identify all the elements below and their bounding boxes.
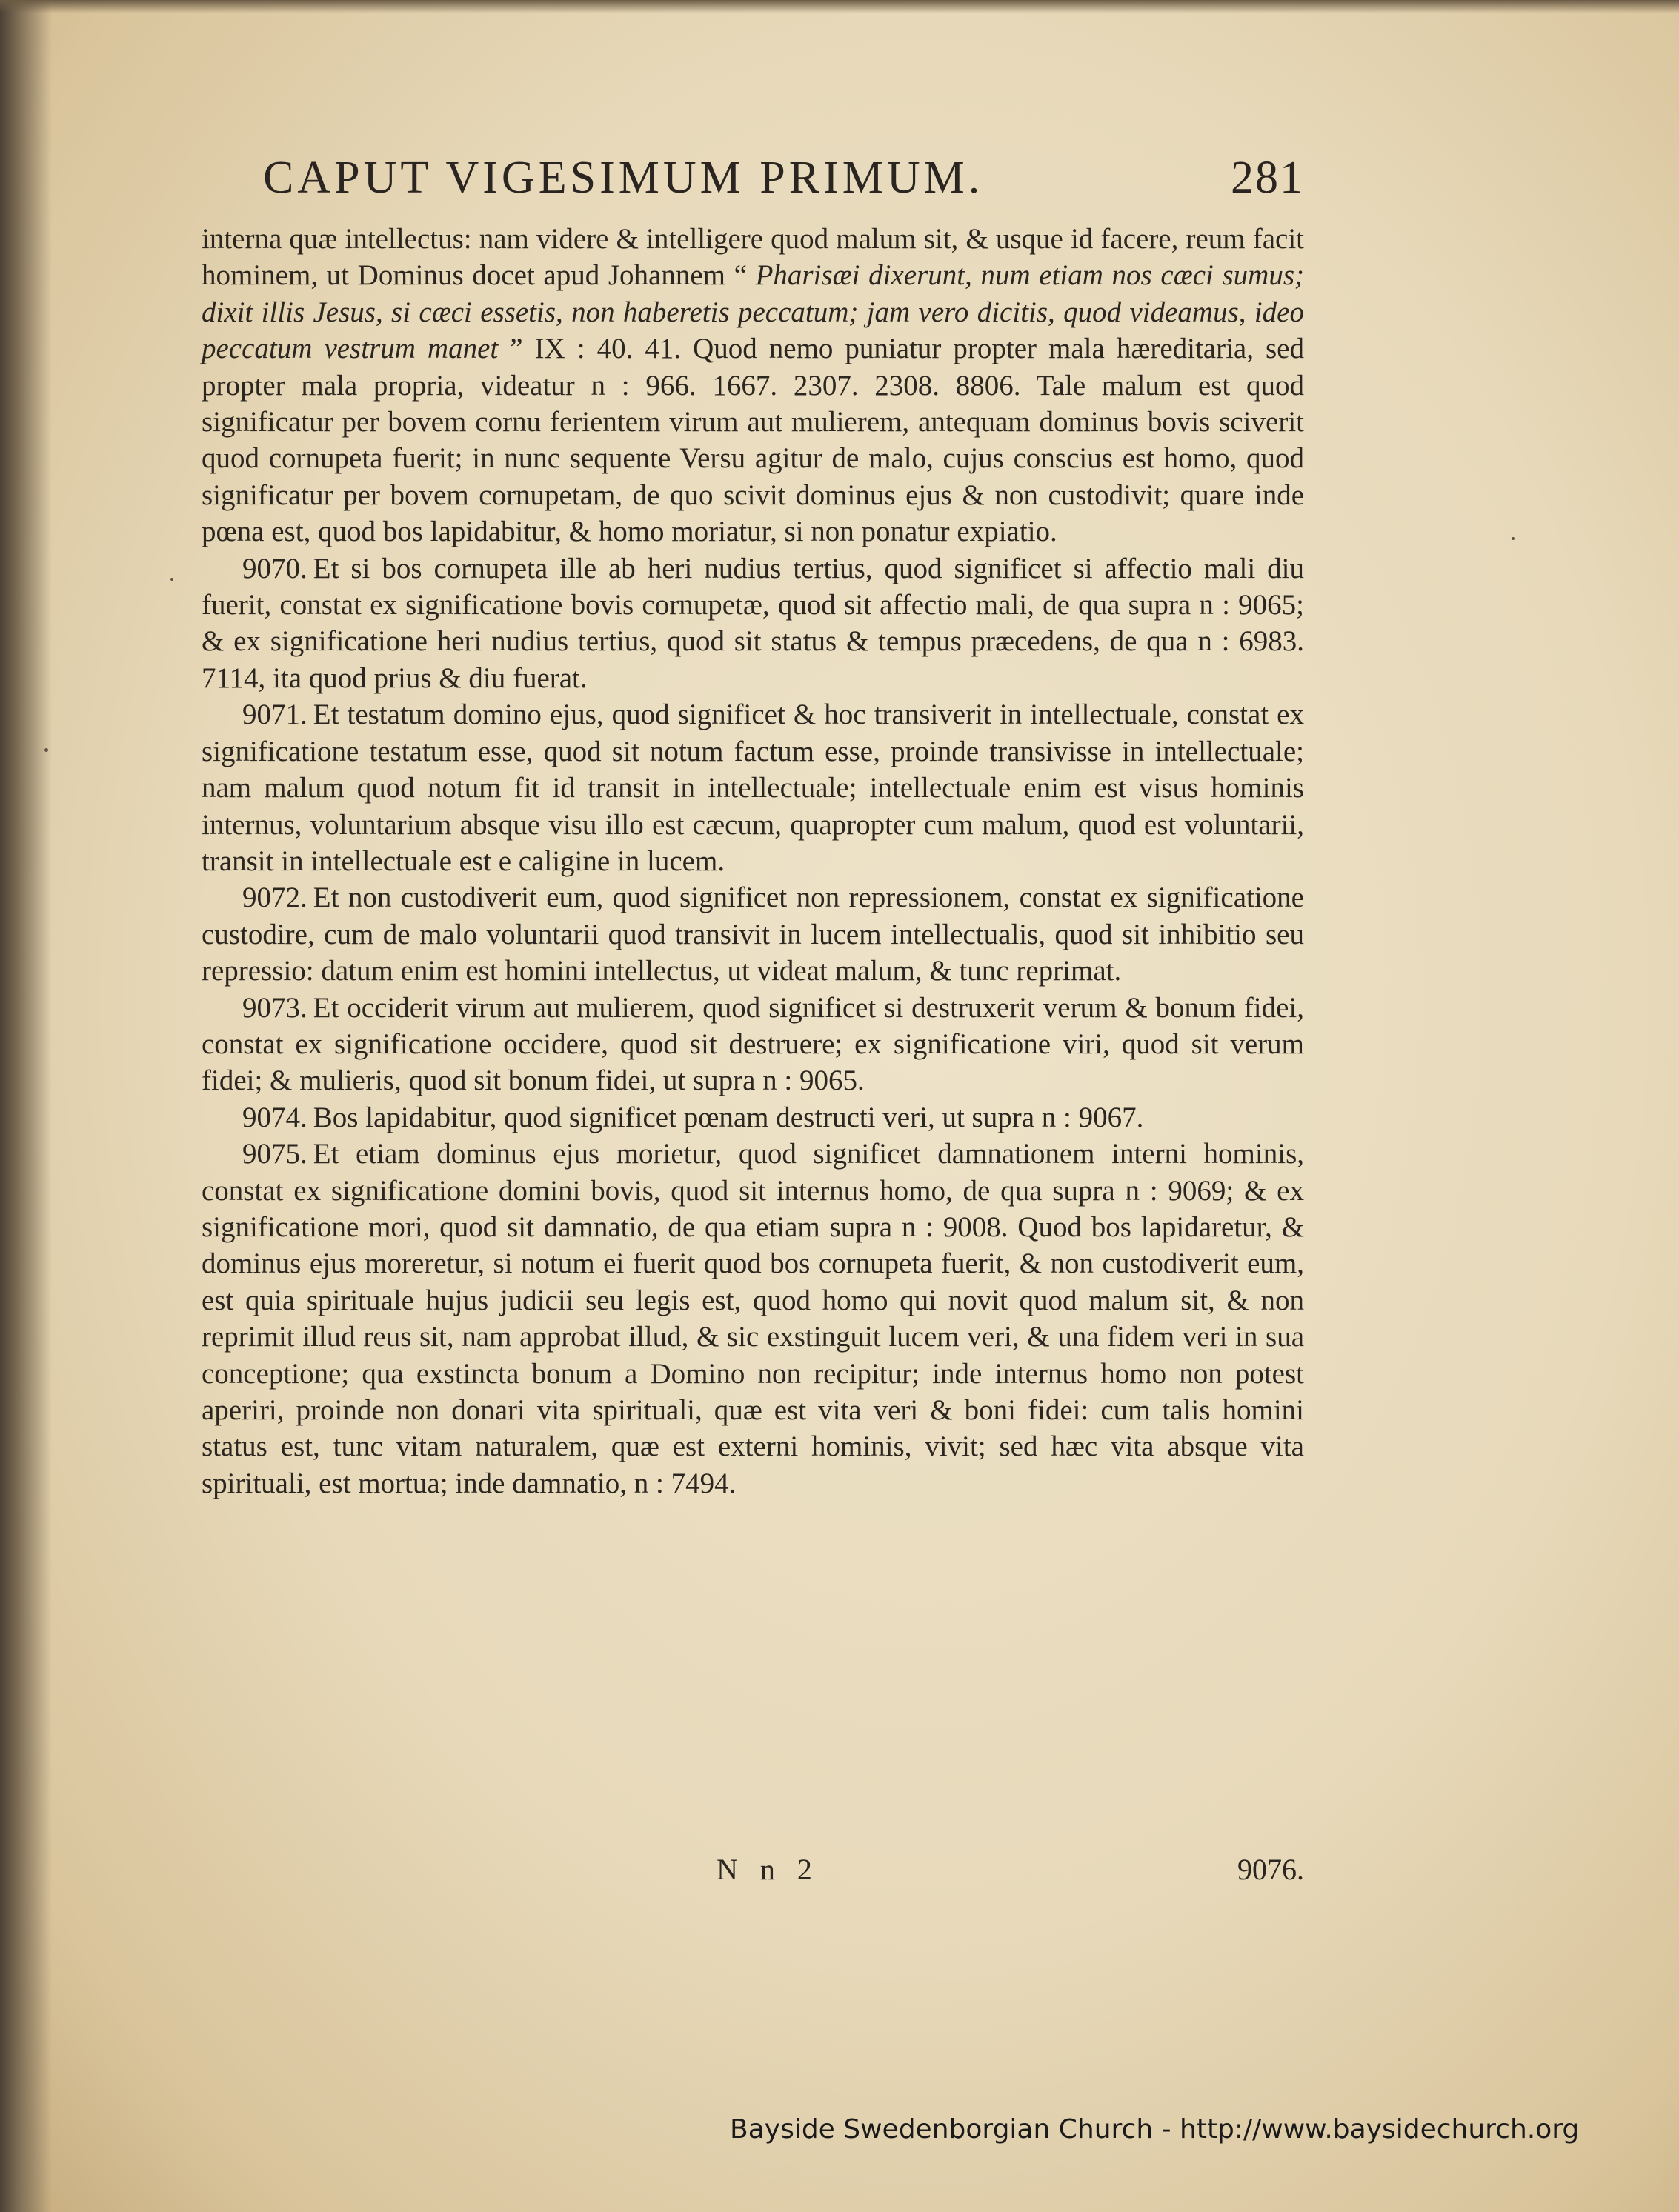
text-run: ” IX : 40. 41. Quod nemo puniatur propter mala hæreditaria, sed propter mala propria, videatur n : 966. 1667. 2307. 2308. 8806. Tale malum est quod significatur per bovem cornu ferientem virum aut mulierem, antequam dominus bovis sciverit quod cornupeta fuerit; in nunc sequente Versu agitur de malo, cujus conscius est homo, quod significatur per bovem cornupetam, de quo scivit dominus ejus & non custodivit; quare inde pœna est, quod bos lapidabitur, & homo moriatur, si non ponatur expiatio. [202,333,1304,548]
paragraph-number: 9072. [242,882,307,914]
paragraph [202,1099,1304,1136]
paper-speck [1512,537,1515,540]
paragraph-number: 9070. [242,552,307,584]
paragraph-number: 9075. [242,1138,307,1170]
paragraph [202,1136,1304,1502]
paragraph [202,550,1304,697]
paragraph [202,696,1304,879]
paper-speck [170,578,173,581]
paragraph-number: 9071. [242,699,307,731]
paragraph [202,879,1304,989]
catchword: 9076. [1237,1853,1304,1886]
text-run: Et testatum domino ejus, quod significet & hoc transiverit in intellectuale, constat ex significatione testatum esse, quod sit notum factum esse, proinde transivisse in intellectuale; nam malum quod notum fit id transit in intellectuale; intellectuale enim est visus hominis internus, voluntarium absque visu illo est cæcum, quapropter cum malum, quod est voluntarii, transit in intellectuale est e caligine in lucem. [202,699,1304,877]
paragraph-number: 9074. [242,1101,307,1133]
scripture-quote: Pharisæi dixerunt, num etiam nos cæci sumus; dixit illis Jesus, si cæci essetis, non haberetis peccatum; jam vero dicitis, quod videamus, ideo peccatum vestrum manet [202,259,1304,365]
text-run: Et etiam dominus ejus morietur, quod significet damnationem interni hominis, constat ex significatione domini bovis, quod sit internus homo, de qua supra n : 9069; & ex significatione mori, quod sit damnatio, de qua etiam supra n : 9008. Quod bos lapidaretur, & dominus ejus moreretur, si notum ei fuerit quod bos cornupeta fuerit, & non custodiverit eum, est quia spirituale hujus judicii seu legis est, quod homo qui novit quod malum sit, & non reprimit illud reus sit, nam approbat illud, & sic exstinguit lucem veri, & una fidem veri in sua conceptione; qua exstincta bonum a Domino non recipitur; inde internus homo non potest aperiri, proinde non donari vita spirituali, quæ est vita veri & boni fidei: cum talis homini status est, tunc vitam naturalem, quæ est externi hominis, vivit; sed hæc vita absque vita spirituali, est mortua; inde damnatio, n : 7494. [202,1138,1304,1499]
paper-speck [44,748,48,752]
text-run: Et non custodiverit eum, quod significet non repressionem, constat ex significatione custodire, cum de malo voluntarii quod transivit in lucem intellectualis, quod sit inhibitio seu repressio: datum enim est homini intellectus, ut videat malum, & tunc reprimat. [202,882,1304,987]
paragraph-number: 9073. [242,991,307,1024]
binding-gutter-shadow [0,0,52,2212]
paragraph [202,990,1304,1099]
running-head [193,152,1304,211]
top-edge-shadow [0,0,1679,13]
page-footer [202,1852,1304,1896]
text-run: Et occiderit virum aut mulierem, quod significet si destruxerit verum & bonum fidei, constat ex significatione occidere, quod sit destruere; ex significatione viri, quod sit verum fidei; & mulieris, quod sit bonum fidei, ut supra n : 9065. [202,991,1304,1097]
text-run: Et si bos cornupeta ille ab heri nudius tertius, quod significet si affectio mali diu fuerit, constat ex significatione bovis cornupetæ, quod sit affectio mali, de qua supra n : 9065; & ex significatione heri nudius tertius, quod sit status & tempus præcedens, de qua n : 6983. 7114, ita quod prius & diu fuerat. [202,552,1304,694]
source-watermark: Bayside Swedenborgian Church - http://www.baysidechurch.org [730,2114,1580,2145]
paragraph [202,221,1304,550]
signature-mark: N n 2 [717,1853,819,1886]
page-number: 281 [1231,153,1304,203]
text-run: interna quæ intellectus: nam videre & intelligere quod malum sit, & usque id facere, reum facit hominem, ut Dominus docet apud Johannem “ [202,223,1304,292]
body-text [202,221,1304,1502]
text-run: Bos lapidabitur, quod significet pœnam destructi veri, ut supra n : 9067. [313,1101,1144,1133]
chapter-title: CAPUT VIGESIMUM PRIMUM. [263,153,984,203]
